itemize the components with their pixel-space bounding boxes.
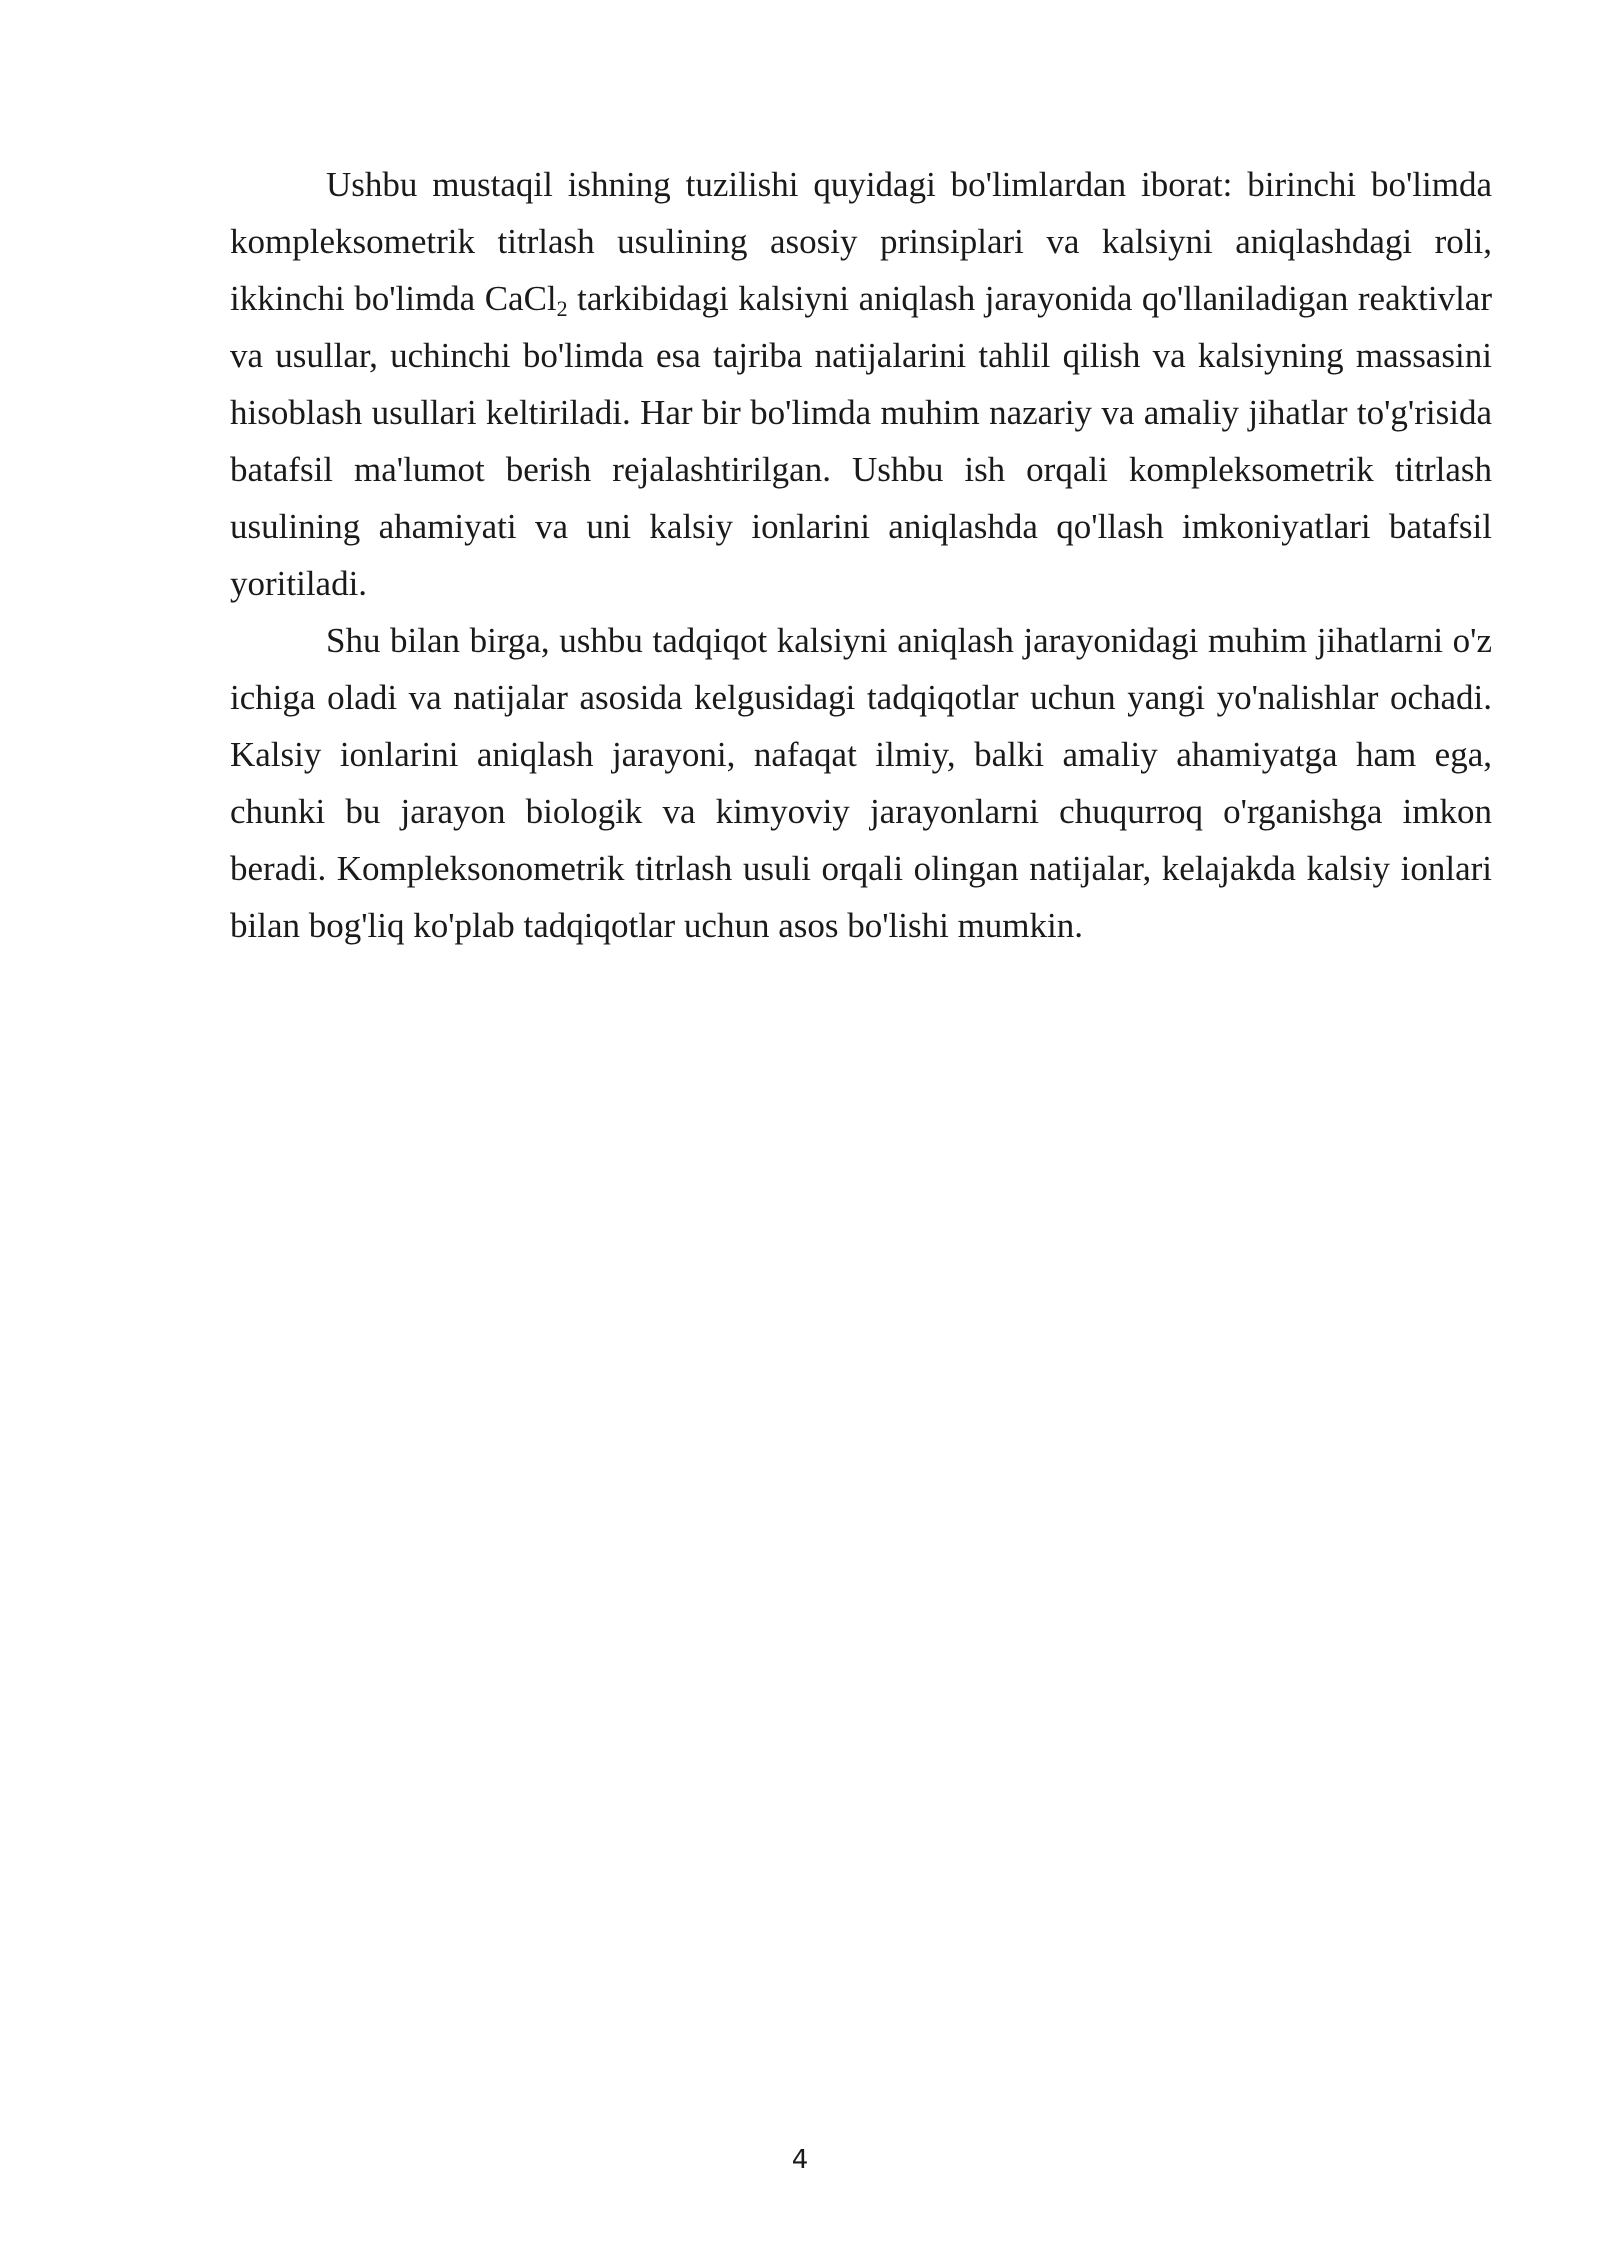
body-text (230, 156, 1492, 954)
paragraph-1-text-end: tarkibidagi kalsiyni aniqlash jarayonida qo'llaniladigan reaktivlar va usullar, uchinchi bo'limda esa tajriba natijalarini tahlil qilish va kalsiyning massasini hisoblash usullari keltiriladi. Har bir bo'limda muhim nazariy va amaliy jihatlar to'g'risida batafsil ma'lumot berish rejalashtirilgan. Ushbu ish orqali kompleksometrik titrlash usulining ahamiyati va uni kalsiy ionlarini aniqlashda qo'llash imkoniyatlari batafsil yoritiladi. (230, 279, 1492, 603)
paragraph-1-text-start: Ushbu mustaqil ishning tuzilishi quyidagi bo'limlardan iborat: birinchi bo'limda kompleksometrik titrlash usulining asosiy prinsiplari va kalsiyni aniqlashdagi roli, ikkinchi bo'limda (230, 165, 1492, 318)
paragraph-1 (230, 156, 1492, 612)
formula-subscript: 2 (556, 296, 568, 321)
chemical-formula (484, 279, 568, 321)
page-number: 4 (791, 2145, 809, 2175)
paragraph-2: Shu bilan birga, ushbu tadqiqot kalsiyni aniqlash jarayonidagi muhim jihatlarni o'z ichiga oladi va natijalar asosida kelgusidagi tadqiqotlar uchun yangi yo'nalishlar ochadi. Kalsiy ionlarini aniqlash jarayoni, nafaqat ilmiy, balki amaliy ahamiyatga ham ega, chunki bu jarayon biologik va kimyoviy jarayonlarni chuqurroq o'rganishga imkon beradi. Kompleksonometrik titrlash usuli orqali olingan natijalar, kelajakda kalsiy ionlari bilan bog'liq ko'plab tadqiqotlar uchun asos bo'lishi mumkin. (230, 621, 1492, 945)
formula-base: CaCl (484, 279, 557, 318)
